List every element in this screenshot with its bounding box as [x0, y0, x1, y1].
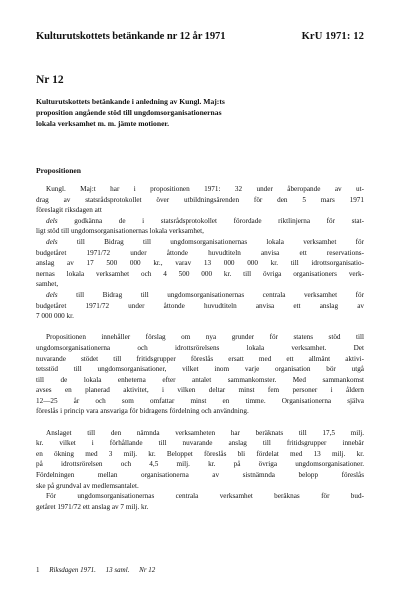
- running-head: [36, 31, 364, 42]
- dels-line: budgetåret 1971/72 under åttonde huvudtiteln anvisa ett reservations-: [36, 248, 364, 257]
- footer-publication: Riksdagen 1971.: [49, 566, 96, 574]
- paragraph-line: Propositionen innehåller förslag om nya grunder för statens stöd till: [46, 333, 364, 342]
- dels-text: till Bidrag till ungdomsorganisationernas lokala verksamhet för: [76, 237, 365, 246]
- paragraph-line: föreslagit riksdagen att: [36, 206, 102, 215]
- paragraph-line: avses en planerad aktivitet, i vilken deltar minst fem personer i åldern: [36, 386, 364, 395]
- dels-line: anslag av 17 500 000 kr., varav 13 000 000 kr. till idrottsorganisatio-: [36, 259, 364, 268]
- footer-collection: 13 saml.: [105, 566, 130, 574]
- body-text: [36, 184, 364, 512]
- dels-line: budgetåret 1971/72 under åttonde huvudtiteln anvisa ett anslag av: [36, 301, 364, 310]
- paragraph-line: till de lokala enheterna efter antalet sammankomster. Med sammankomst: [36, 375, 364, 384]
- dels-line: [36, 216, 364, 227]
- report-title-line-text: lokala verksamhet m. m. jämte motioner.: [36, 119, 170, 128]
- dels-line: ligt stöd till ungdomsorganisationernas lokala verksamhet,: [36, 227, 204, 236]
- paragraph-line: 12—25 år och som omfattar minst en timme. Organisationerna själva: [36, 396, 364, 405]
- paragraph-line: drag av statsrådsprotokollet över utbildningsärenden för den 5 mars 1971: [36, 195, 364, 204]
- paragraph-line: Anslaget till den nämnda verksamheten har beräknats till 17,5 milj.: [46, 428, 364, 437]
- paragraph-line: Fördelningen mellan organisationerna av sistnämnda belopp föreslås: [36, 471, 364, 480]
- paragraph-line: på idrottsrörelsen och 4,5 milj. kr. på övriga ungdomsorganisationer.: [36, 460, 364, 469]
- dels-line: samhet,: [36, 280, 59, 289]
- footer-issue: Nr 12: [139, 566, 156, 574]
- paragraph-gap: [36, 322, 364, 333]
- section-heading: Propositionen: [36, 166, 82, 175]
- paragraph-line: Kungl. Maj:t har i propositionen 1971: 32 under åberopande av ut-: [46, 185, 364, 193]
- paragraph-line: För ungdomsorganisationernas centrala verksamhet beräknas för bud-: [46, 492, 364, 501]
- dels-lead: dels: [46, 290, 58, 299]
- running-head-title: Kulturutskottets betänkande nr 12 år 1971: [36, 31, 226, 42]
- page-footer: [36, 566, 163, 574]
- paragraph-line: getåret 1971/72 ett anslag av 7 milj. kr.: [36, 502, 149, 511]
- dels-text: godkänna de i statsrådsprotokollet förordade riktlinjerna för stat-: [74, 216, 365, 225]
- report-title: [36, 96, 336, 129]
- dels-lead: dels: [46, 216, 58, 225]
- paragraph-line: tetsstöd till ungdomsorganisationer, vilket inom varje organisation bör utgå: [36, 365, 364, 374]
- dels-line: [36, 237, 364, 248]
- report-title-line: proposition angående stöd till ungdomsorganisationernas: [36, 108, 222, 117]
- paragraph-line: föreslås i princip vara ansvariga för bidragens fördelning och användning.: [36, 407, 249, 416]
- dels-line: nernas lokala verksamhet och 4 500 000 kr. till övriga organisationers verk-: [36, 269, 364, 278]
- paragraph-line: en ökning med 3 milj. kr. Beloppet föreslås bli fördelat med 13 milj. kr.: [36, 449, 364, 458]
- paragraph-gap: [36, 417, 364, 428]
- paragraph-line: kr. vilket i förhållande till nuvarande anslag till fritidsgrupper innebär: [36, 439, 364, 448]
- dels-line: 7 000 000 kr.: [36, 312, 74, 321]
- dels-lead: dels: [46, 237, 58, 246]
- paragraph-line: ske på grundval av medlemsantalet.: [36, 481, 139, 490]
- page-number: 1: [36, 566, 40, 574]
- dels-text: till Bidrag till ungdomsorganisationernas centrala verksamhet för: [76, 290, 364, 299]
- paragraph-line: nuvarande stödet till fritidsgrupper föreslås ersatt med ett allmänt aktivi-: [36, 354, 364, 363]
- paragraph-line: ungdomsorganisationerna och idrottsrörelsens lokala verksamhet. Det: [36, 343, 364, 352]
- report-title-line: [36, 118, 336, 129]
- dels-line: [36, 290, 364, 301]
- running-head-reference: KrU 1971: 12: [301, 31, 364, 42]
- report-title-line: Kulturutskottets betänkande i anledning av Kungl. Maj:ts: [36, 97, 225, 106]
- report-number: Nr 12: [36, 74, 64, 86]
